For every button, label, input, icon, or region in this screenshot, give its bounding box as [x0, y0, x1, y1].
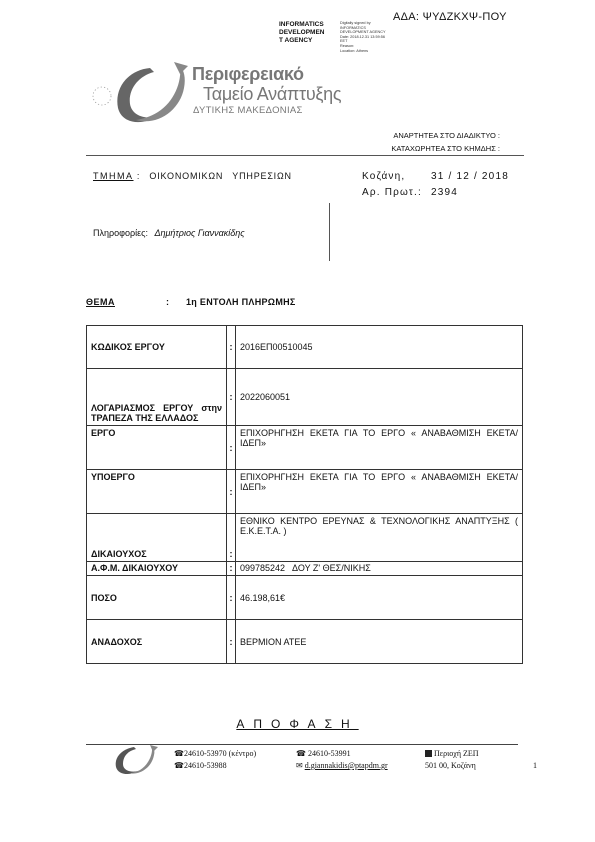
- phone-main: ☎24610-53970 (κέντρο): [174, 749, 257, 758]
- protocol-number: 2394: [431, 187, 459, 198]
- phone-fax: ☎24610-53988: [174, 761, 227, 770]
- info-value: Δημήτριος Γιαννακίδης: [154, 228, 245, 238]
- phone-icon: ☎: [174, 749, 184, 758]
- header-divider: [86, 155, 524, 156]
- logo-subtitle: Ταμείο Ανάπτυξης: [203, 84, 342, 104]
- table-row: ΔΙΚΑΙΟΥΧΟΣ : ΕΘΝΙΚΟ ΚΕΝΤΡΟ ΕΡΕΥΝΑΣ & ΤΕΧΝΟΛΟΓΙΚΗΣ ΑΝΑΠΤΥΞΗΣ ( Ε.Κ.Ε.Τ.Α. ): [87, 514, 523, 562]
- info-divider: [329, 203, 330, 261]
- footer-logo-icon: [104, 745, 166, 777]
- protocol-label: Αρ. Πρωτ.:: [362, 187, 422, 198]
- subject-value: 1η ΕΝΤΟΛΗ ΠΛΗΡΩΜΗΣ: [186, 297, 296, 307]
- info-line: [93, 228, 245, 238]
- department-value: : ΟΙΚΟΝΟΜΙΚΩΝ ΥΠΗΡΕΣΙΩΝ: [136, 171, 292, 181]
- city: Κοζάνη,: [362, 171, 406, 182]
- logo-title: Περιφερειακό: [192, 64, 304, 84]
- table-row: ΚΩΔΙΚΟΣ ΕΡΓΟΥ : 2016ΕΠ00510045: [87, 326, 523, 369]
- email[interactable]: ✉ d.giannakidis@ptapdm.gr: [296, 761, 388, 770]
- decision-heading: ΑΠΟΦΑΣΗ: [236, 717, 359, 731]
- project-details-table: [86, 325, 523, 664]
- table-row: ΛΟΓΑΡΙΑΣΜΟΣ ΕΡΓΟΥ στην ΤΡΑΠΕΖΑ ΤΗΣ ΕΛΛΑΔΟΣ : 2022060051: [87, 369, 523, 426]
- department-line: [93, 171, 292, 181]
- logo-region: ΔΥΤΙΚΗΣ ΜΑΚΕΔΟΝΙΑΣ: [193, 105, 303, 116]
- envelope-icon: ✉: [296, 761, 303, 770]
- table-row: ΑΝΑΔΟΧΟΣ : ΒΕΡΜΙΟΝ ΑΤΕΕ: [87, 620, 523, 664]
- address-line-1: Περιοχή ΖΕΠ: [425, 749, 479, 758]
- signature-stamp-title: INFORMATICS DEVELOPMEN T AGENCY: [279, 21, 325, 44]
- table-row: ΥΠΟΕΡΓΟ : ΕΠΙΧΟΡΗΓΗΣΗ ΕΚΕΤΑ ΓΙΑ ΤΟ ΕΡΓΟ « ΑΝΑΒΑΘΜΙΣΗ ΕΚΕΤΑ/ΙΔΕΠ»: [87, 470, 523, 514]
- table-row: Α.Φ.Μ. ΔΙΚΑΙΟΥΧΟΥ : 099785242 ΔΟΥ Ζ' ΘΕΣ/ΝΙΚΗΣ: [87, 562, 523, 576]
- phone-icon: ☎: [174, 761, 184, 770]
- info-label: Πληροφορίες:: [93, 228, 148, 238]
- phone-icon: ☎: [296, 749, 306, 758]
- building-icon: [425, 750, 432, 757]
- department-label: ΤΜΗΜΑ: [93, 171, 134, 181]
- address-line-2: 501 00, Κοζάνη: [425, 761, 476, 770]
- page-number: 1: [533, 761, 537, 770]
- subject-label: ΘΕΜΑ: [86, 297, 115, 307]
- signature-stamp-detail: Digitally signed by INFORMATICS DEVELOPMENT AGENCY Date: 2018.12.31 13:59:56 EET Reason: Location: Athens: [340, 21, 386, 53]
- subject-colon: :: [166, 297, 169, 307]
- table-row: ΠΟΣΟ : 46.198,61€: [87, 576, 523, 620]
- posting-internet: ΑΝΑΡΤΗΤΕΑ ΣΤΟ ΔΙΑΔΙΚΤΥΟ :: [393, 131, 500, 140]
- table-row: ΕΡΓΟ : ΕΠΙΧΟΡΗΓΗΣΗ ΕΚΕΤΑ ΓΙΑ ΤΟ ΕΡΓΟ « ΑΝΑΒΑΘΜΙΣΗ ΕΚΕΤΑ/ΙΔΕΠ»: [87, 426, 523, 470]
- posting-ledger: ΚΑΤΑΧΩΡΗΤΕΑ ΣΤΟ ΚΗΜΔΗΣ :: [391, 144, 500, 153]
- date: 31 / 12 / 2018: [431, 171, 509, 182]
- phone-direct: ☎ 24610-53991: [296, 749, 351, 758]
- ada-code: ΑΔΑ: ΨΥΔΖΚΧΨ-ΠΟΥ: [393, 11, 507, 23]
